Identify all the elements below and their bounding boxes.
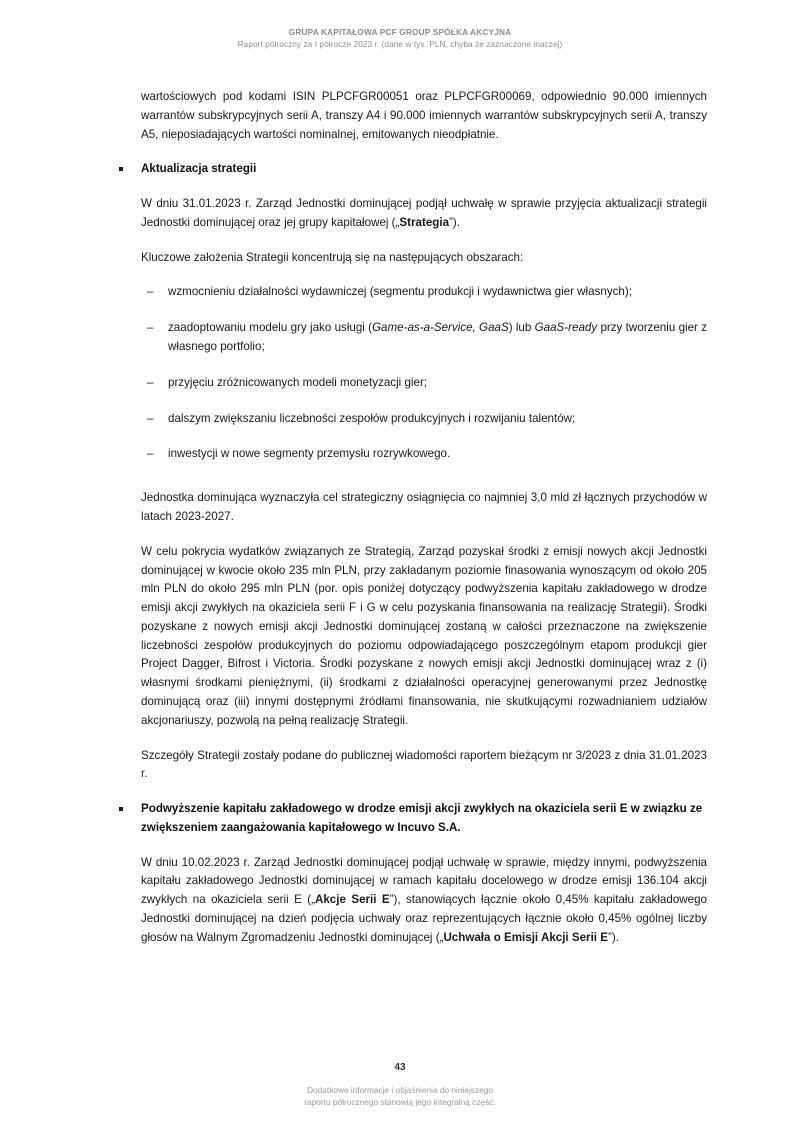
text-run: przyjęciu zróżnicowanych modeli monetyzacji gier; <box>168 375 428 389</box>
document-footer-note <box>0 1084 800 1109</box>
paragraph-continuation: wartościowych pod kodami ISIN PLPCFGR00051 oraz PLPCFGR00069, odpowiednio 90.000 imiennych warrantów subskrypcyjnych serii A, transzy A4 i 90.000 imiennych warrantów subskrypcyjnych serii A, transzy A5, nieposiadających wartości nominalnej, emitowanych nieodpłatnie. <box>141 90 707 141</box>
bold-term-akcje-serii-e: Akcje Serii E <box>314 893 390 907</box>
bold-term-strategia: Strategia <box>399 215 450 229</box>
paragraph-funding: W celu pokrycia wydatków związanych ze Strategią, Zarząd pozyskał środki z emisji nowych akcji Jednostki dominującej w kwocie około 235 mln PLN, przy zakładanym poziomie finasowania wynoszącym od około 205 mln PLN do około 295 mln PLN (por. opis poniżej dotyczący podwyższenia kapitału zakładowego w drodze emisji akcji zwykłych na okaziciela serii F i G w celu pozyskania finansowania na realizację Strategii). Środki pozyskane z nowych emisji akcji Jednostki dominującej zostaną w całości przeznaczone na zwiększenie liczebności zespołów produkcyjnych do poziomu odpowiadającego poszczególnym etapom produkcji gier Project Dagger, Bifrost i Victoria. Środki pozyskane z nowych emisji akcji Jednostki dominującej wraz z (i) własnymi środkami pieniężnymi, (ii) środkami z działalności operacyjnej generowanymi przez Jednostkę dominującą oraz (iii) innymi dostępnymi źródłami finansowania, nie skutkującymi rozwadnianiem udziałów akcjonariuszy, pozwolą na pełną realizację Strategii. <box>141 544 707 727</box>
paragraph-strategy-details: Szczegóły Strategii zostały podane do publicznej wiadomości raportem bieżącym nr 3/2023 z dnia 31.01.2023 r. <box>141 748 707 781</box>
dash-marker-icon: – <box>147 447 154 461</box>
document-body <box>141 88 707 948</box>
paragraph-strategy-resolution <box>141 195 707 233</box>
text-run: ) lub <box>508 321 535 335</box>
square-bullet-icon <box>119 167 123 171</box>
list-item <box>141 374 707 393</box>
bullet-heading-label: Podwyższenie kapitału zakładowego w drodze emisji akcji zwykłych na okaziciela serii E w związku ze zwiększeniem zaangażowania kapitałowego w Incuvo S.A. <box>141 802 703 834</box>
italic-run: GaaS-ready <box>534 321 598 335</box>
text-run: inwestycji w nowe segmenty przemysłu rozrywkowego. <box>168 447 451 461</box>
header-company-name: GRUPA KAPITAŁOWA PCF GROUP SPÓŁKA AKCYJNA <box>288 27 512 37</box>
paragraph-series-e <box>141 854 707 948</box>
paragraph-strategic-goal: Jednostka dominująca wyznaczyła cel strategiczny osiągnięcia co najmniej 3,0 mld zł łącznych przychodów w latach 2023-2027. <box>141 491 707 523</box>
text-run: wzmocnieniu działalności wydawniczej (segmentu produkcji i wydawnictwa gier własnych); <box>168 285 632 299</box>
text-run: W dniu 31.01.2023 r. Zarząd Jednostki dominującej podjął uchwałę w sprawie przyjęcia aktualizacji strategii Jednostki dominującej oraz jej grupy kapitałowej („ <box>141 197 707 229</box>
dash-list-strategy-areas <box>141 283 707 464</box>
header-report-subtitle: Raport półroczny za I półrocze 2023 r. (dane w tys. PLN, chyba że zaznaczone inaczej) <box>237 39 563 50</box>
document-running-header <box>0 26 800 50</box>
spacer <box>141 480 707 489</box>
square-bullet-icon <box>119 807 123 811</box>
list-item <box>141 445 707 464</box>
text-run: W dniu 10.02.2023 r. Zarząd Jednostki dominującej podjął uchwałę w sprawie, między innymi, podwyższenia kapitału zakładowego Jednostki dominującej w ramach kapitału docelowego w drodze emisji 136.104 akcji zwykłych na okaziciela serii E („ <box>141 855 707 907</box>
list-item <box>141 283 707 302</box>
bullet-heading-podwyzszenie-kapitalu <box>141 800 707 838</box>
paragraph-key-assumptions: Kluczowe założenia Strategii koncentrują się na następujących obszarach: <box>141 250 524 264</box>
page-number: 43 <box>394 1062 406 1073</box>
footer-note-line-2: raportu półrocznego stanowią jego integralną część. <box>304 1097 496 1108</box>
dash-marker-icon: – <box>147 321 154 335</box>
bullet-heading-label: Aktualizacja strategii <box>141 162 257 176</box>
text-run: przy tworzeniu gier z własnego portfolio; <box>168 321 707 354</box>
list-item <box>141 319 707 357</box>
text-run: ”). <box>449 215 460 229</box>
bold-term-uchwala-o-emisji: Uchwała o Emisji Akcji Serii E <box>443 930 608 944</box>
text-run: zaadoptowaniu modelu gry jako usługi ( <box>168 321 373 335</box>
dash-marker-icon: – <box>147 411 154 425</box>
text-run: dalszym zwiększaniu liczebności zespołów produkcyjnych i rozwijaniu talentów; <box>168 411 576 425</box>
text-run: ”), stanowiących łącznie około 0,45% kapitału zakładowego Jednostki dominującej na dzień podjęcia uchwały oraz reprezentujących łącznie około 0,45% ogólnej liczby głosów na Walnym Zgromadzeniu Jednostki dominującej („ <box>141 893 707 944</box>
text-run: ”). <box>607 930 619 944</box>
list-item <box>141 410 707 429</box>
bullet-heading-aktualizacja-strategii <box>141 160 707 179</box>
italic-run: Game-as-a-Service, GaaS <box>372 321 509 335</box>
dash-marker-icon: – <box>147 375 154 389</box>
dash-marker-icon: – <box>147 285 154 299</box>
footer-note-line-1: Dodatkowe informacje i objaśnienia do niniejszego <box>307 1085 493 1095</box>
